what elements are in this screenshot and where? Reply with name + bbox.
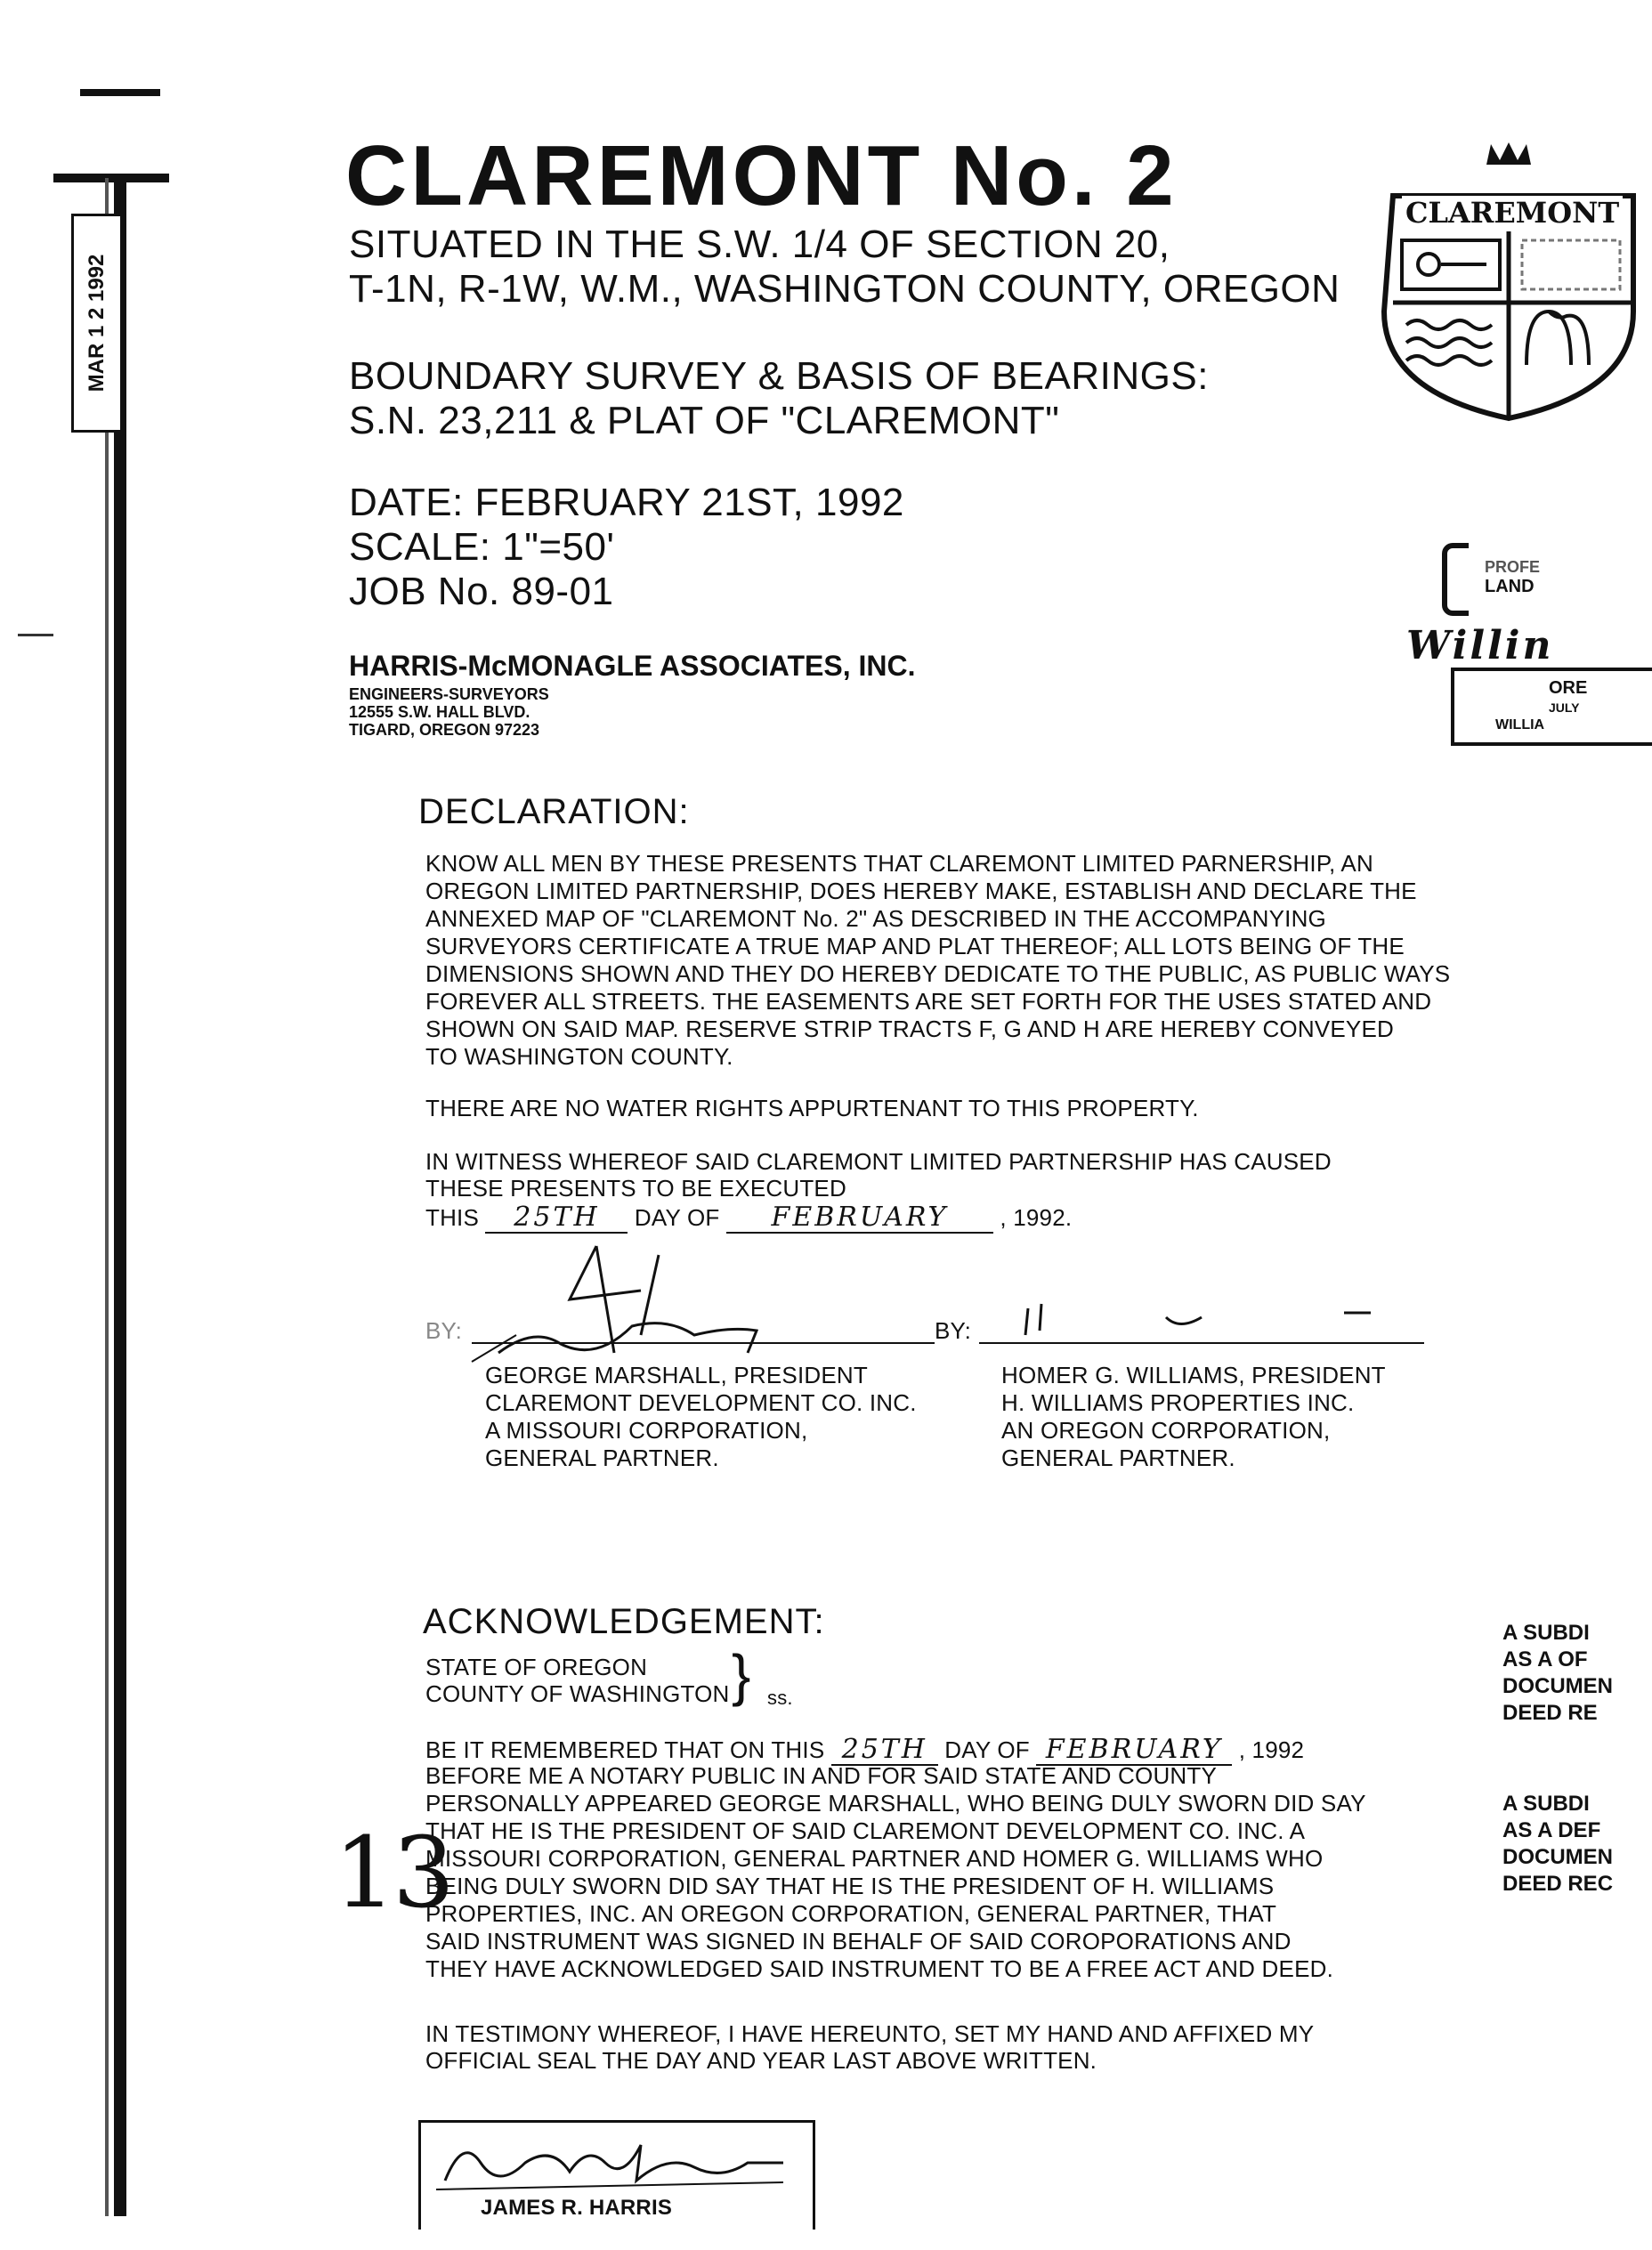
declaration-line: ANNEXED MAP OF "CLAREMONT No. 2" AS DESCRIBED IN THE ACCOMPANYING [425,905,1326,932]
surveyor-stamp [1406,534,1652,748]
situated-line-1: SITUATED IN THE S.W. 1/4 OF SECTION 20, [349,223,1170,266]
ack-line: MISSOURI CORPORATION, GENERAL PARTNER AND HOMER G. WILLIAMS WHO [425,1845,1324,1872]
signer-right-line: AN OREGON CORPORATION, [1001,1417,1331,1444]
claremont-shield-icon [1375,134,1642,427]
boundary-line-1: BOUNDARY SURVEY & BASIS OF BEARINGS: [349,354,1209,398]
ack-line: BEING DULY SWORN DID SAY THAT HE IS THE PRESIDENT OF H. WILLIAMS [425,1873,1275,1899]
ack-remembered: BE IT REMEMBERED THAT ON THIS [425,1736,825,1763]
right-column-block-2 [1502,1791,1613,1898]
ack-paragraph [425,1762,1366,1983]
by-label-left: BY: [425,1317,463,1344]
signer-right-line: HOMER G. WILLIAMS, PRESIDENT [1001,1362,1386,1388]
stamp-line-4: JULY [1549,700,1580,715]
testimony-line-2: OFFICIAL SEAL THE DAY AND YEAR LAST ABOVE WRITTEN. [425,2047,1097,2074]
declaration-line: SHOWN ON SAID MAP. RESERVE STRIP TRACTS F, G AND H ARE HEREBY CONVEYED [425,1016,1394,1042]
signer-right-block [1001,1362,1386,1472]
signer-right-line: H. WILLIAMS PROPERTIES INC. [1001,1389,1355,1416]
stamp-line-3: ORE [1549,678,1588,698]
surveyor-signature: Willin [1406,623,1554,668]
stamp-line-2: LAND [1485,577,1535,596]
county-line: COUNTY OF WASHINGTON [425,1680,730,1707]
right-col-line: DEED REC [1502,1872,1614,1896]
claremont-logo [1375,134,1642,427]
signature-marshall [463,1228,872,1371]
signer-left-line: CLAREMONT DEVELOPMENT CO. INC. [485,1389,917,1416]
day-of-label: DAY OF [634,1204,720,1231]
brace-icon: } [732,1643,751,1707]
top-margin-mark-2 [53,174,169,182]
ack-line: PROPERTIES, INC. AN OREGON CORPORATION, GENERAL PARTNER, THAT [425,1900,1277,1927]
ack-day-field [831,1736,938,1766]
right-col-line: DEED RE [1502,1701,1598,1725]
stamp-line-5: WILLIA [1495,717,1545,732]
margin-bar-thin [105,178,109,2216]
declaration-line: FOREVER ALL STREETS. THE EASEMENTS ARE SET FORTH FOR THE USES STATED AND [425,988,1432,1015]
acknowledgement-heading: ACKNOWLEDGEMENT: [423,1602,825,1641]
witness-line-1: IN WITNESS WHEREOF SAID CLAREMONT LIMITED PARTNERSHIP HAS CAUSED [425,1148,1332,1175]
testimony-line-1: IN TESTIMONY WHEREOF, I HAVE HEREUNTO, SET MY HAND AND AFFIXED MY [425,2020,1315,2047]
stamp-line-1: PROFE [1485,558,1541,576]
scale-line: SCALE: 1"=50' [349,525,615,569]
stamp-bracket [1442,543,1469,616]
declaration-line: DIMENSIONS SHOWN AND THEY DO HEREBY DEDICATE TO THE PUBLIC, AS PUBLIC WAYS [425,960,1451,987]
company-line-1: ENGINEERS-SURVEYORS [349,685,549,703]
right-col-line: AS A OF [1502,1647,1588,1671]
page-title: CLAREMONT No. 2 [345,128,1178,223]
logo-text: CLAREMONT [1402,196,1623,230]
ack-line: THEY HAVE ACKNOWLEDGED SAID INSTRUMENT TO BE A FREE ACT AND DEED. [425,1955,1334,1982]
ss-label: ss. [767,1687,793,1709]
declaration-paragraph [425,850,1450,1071]
stamp-date: MAR 1 2 1992 [85,254,109,393]
ack-line: THAT HE IS THE PRESIDENT OF SAID CLAREMONT DEVELOPMENT CO. INC. A [425,1817,1306,1844]
ack-month-field [1036,1736,1232,1766]
declaration-line: OREGON LIMITED PARTNERSHIP, DOES HEREBY MAKE, ESTABLISH AND DECLARE THE [425,878,1417,904]
margin-bar [114,178,126,2216]
declaration-line: SURVEYORS CERTIFICATE A TRUE MAP AND PLAT THEREOF; ALL LOTS BEING OF THE [425,933,1405,959]
ack-year: , 1992 [1238,1736,1305,1763]
right-col-line: DOCUMEN [1502,1845,1613,1869]
ack-line: SAID INSTRUMENT WAS SIGNED IN BEHALF OF SAID COROPORATIONS AND [425,1928,1292,1955]
signer-right-line: GENERAL PARTNER. [1001,1445,1235,1471]
signature-williams [1015,1291,1389,1344]
declaration-line: KNOW ALL MEN BY THESE PRESENTS THAT CLAREMONT LIMITED PARNERSHIP, AN [425,850,1373,877]
signer-left-line: GENERAL PARTNER. [485,1445,719,1471]
declaration-line: TO WASHINGTON COUNTY. [425,1043,733,1070]
notary-signature [427,2127,801,2198]
margin-tick [18,634,53,636]
ack-month-value: FEBRUARY [1045,1734,1223,1765]
right-col-line: DOCUMEN [1502,1674,1613,1698]
water-rights-text: THERE ARE NO WATER RIGHTS APPURTENANT TO THIS PROPERTY. [425,1095,1199,1121]
ack-line: PERSONALLY APPEARED GEORGE MARSHALL, WHO BEING DULY SWORN DID SAY [425,1790,1366,1817]
witness-line-2: THESE PRESENTS TO BE EXECUTED [425,1175,846,1202]
right-col-line: AS A DEF [1502,1818,1601,1842]
this-label: THIS [425,1204,480,1231]
signer-left-line: GEORGE MARSHALL, PRESIDENT [485,1362,868,1388]
declaration-heading: DECLARATION: [418,792,690,831]
year-text: , 1992. [1000,1204,1073,1231]
by-label-right: BY: [935,1317,972,1344]
top-margin-mark [80,89,160,96]
month-value: FEBRUARY [771,1202,949,1233]
right-col-line: A SUBDI [1502,1621,1590,1645]
state-line: STATE OF OREGON [425,1654,648,1680]
company-line-2: 12555 S.W. HALL BLVD. [349,703,530,721]
boundary-line-2: S.N. 23,211 & PLAT OF "CLAREMONT" [349,399,1060,442]
signer-left-block [485,1362,917,1472]
right-col-line: A SUBDI [1502,1792,1590,1816]
received-date-stamp [71,214,123,433]
company-name: HARRIS-McMONAGLE ASSOCIATES, INC. [349,650,916,682]
day-value: 25TH [514,1202,600,1233]
date-line: DATE: FEBRUARY 21ST, 1992 [349,481,904,524]
ack-day-of: DAY OF [944,1736,1030,1763]
signer-left-line: A MISSOURI CORPORATION, [485,1417,808,1444]
page-number-mark: 13 [334,1816,451,1930]
job-line: JOB No. 89-01 [349,570,614,613]
notary-name: JAMES R. HARRIS [481,2196,673,2220]
ack-first-line [425,1736,1304,1766]
ack-day-value: 25TH [841,1734,927,1765]
company-line-3: TIGARD, OREGON 97223 [349,721,540,739]
right-column-block-1 [1502,1620,1613,1727]
ack-line: BEFORE ME A NOTARY PUBLIC IN AND FOR SAID STATE AND COUNTY [425,1762,1218,1789]
situated-line-2: T-1N, R-1W, W.M., WASHINGTON COUNTY, OREGON [349,267,1340,311]
